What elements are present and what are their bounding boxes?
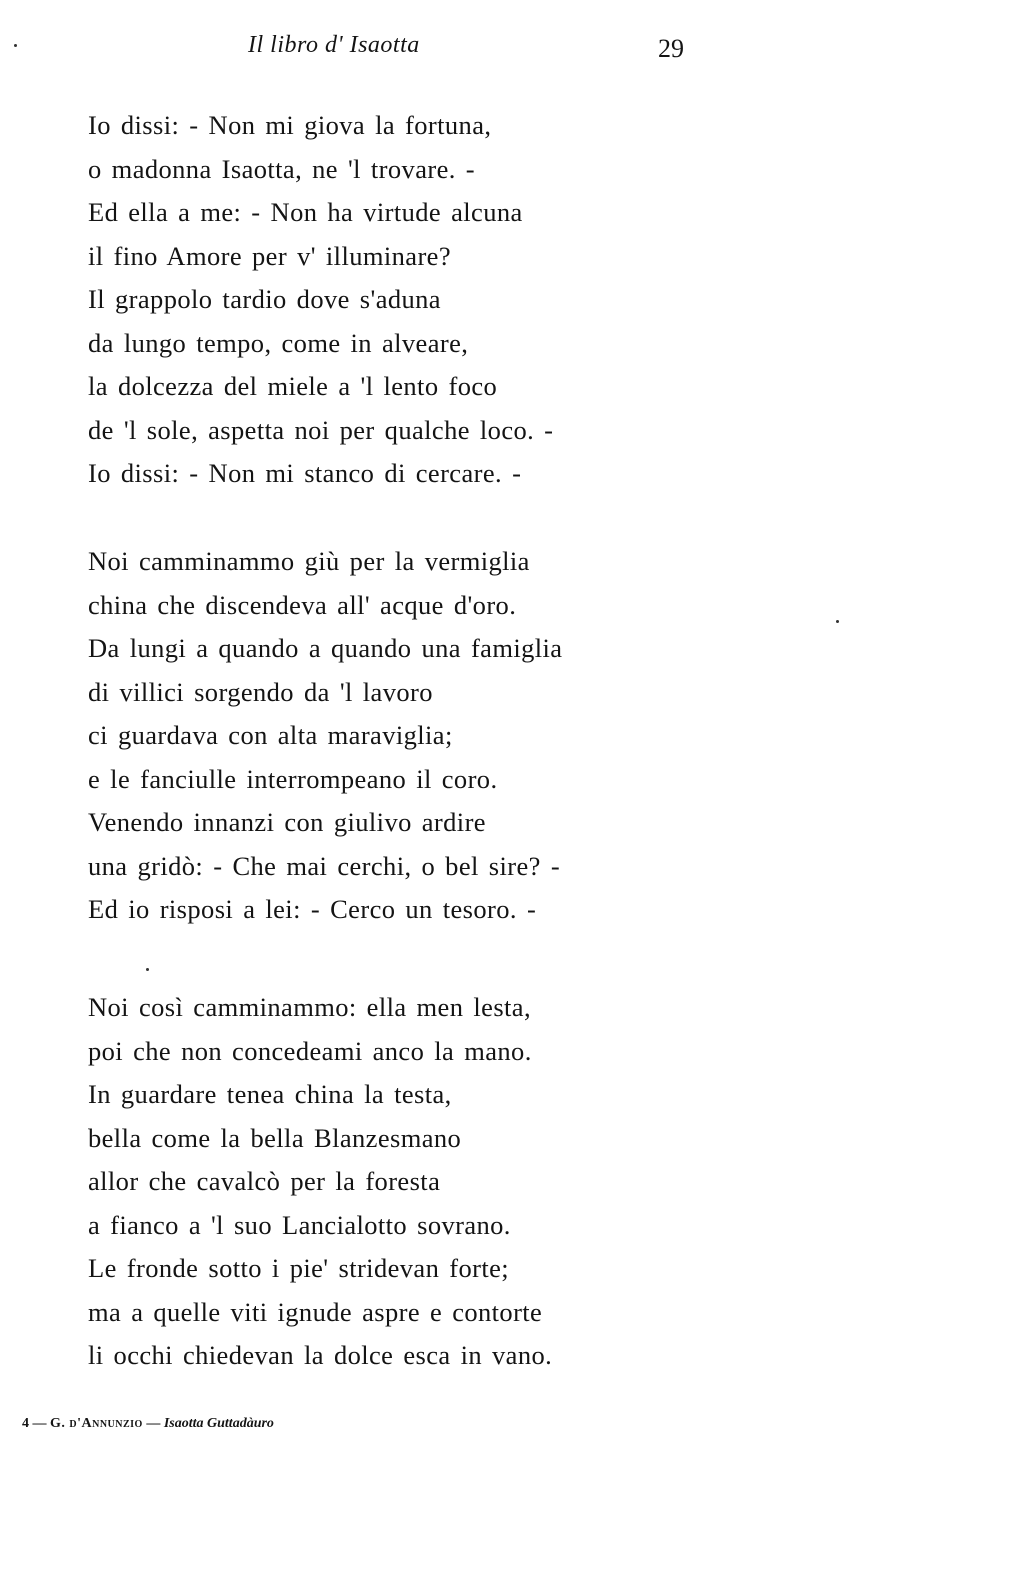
verse-line: de 'l sole, aspetta noi per qualche loco. -	[88, 414, 554, 445]
verse-line: In guardare tenea china la testa,	[88, 1079, 452, 1109]
verse-line: Noi camminammo giù per la vermiglia	[88, 546, 530, 576]
verse-line: Ed io risposi a lei: - Cerco un tesoro. -	[88, 894, 537, 924]
signature-title: Isaotta Guttadàuro	[163, 1416, 274, 1431]
verse-line: a fianco a 'l suo Lancialotto sovrano.	[88, 1209, 511, 1240]
verse-line: allor che cavalcò per la foresta	[88, 1166, 441, 1196]
stanza-2	[88, 540, 562, 932]
ink-speck	[836, 620, 839, 623]
verse-line: Il grappolo tardio dove s'aduna	[88, 284, 441, 314]
verse-line: la dolcezza del miele a 'l lento foco	[88, 371, 498, 401]
verse-line: Io dissi: - Non mi stanco di cercare. -	[88, 458, 522, 488]
verse-line: Da lungi a quando a quando una famiglia	[88, 633, 563, 663]
verse-line: ma a quelle viti ignude aspre e contorte	[88, 1296, 543, 1327]
running-head	[0, 30, 1022, 70]
page-number: 29	[658, 34, 684, 63]
verse-line: Noi così camminammo: ella men lesta,	[88, 992, 531, 1022]
verse-line: Ed ella a me: - Non ha virtude alcuna	[88, 197, 523, 227]
signature-number: 4	[22, 1416, 29, 1431]
verse-line: Le fronde sotto i pie' stridevan forte;	[88, 1253, 510, 1283]
verse-line: o madonna Isaotta, ne 'l trovare. -	[88, 153, 476, 184]
verse-line: bella come la bella Blanzesmano	[88, 1122, 462, 1153]
verse-line: li occhi chiedevan la dolce esca in vano.	[88, 1340, 553, 1370]
verse-line: ci guardava con alta maraviglia;	[88, 720, 453, 750]
stanza-3	[88, 986, 552, 1378]
verse-line: e le fanciulle interrompeano il coro.	[88, 763, 498, 794]
verse-line: il fino Amore per v' illuminare?	[88, 240, 451, 271]
verse-line: da lungo tempo, come in alveare,	[88, 327, 469, 358]
signature-dash: —	[32, 1416, 47, 1431]
verse-line: Io dissi: - Non mi giova la fortuna,	[88, 110, 492, 140]
verse-line: una gridò: - Che mai cerchi, o bel sire? -	[88, 850, 561, 881]
verse-line: Venendo innanzi con giulivo ardire	[88, 807, 486, 837]
verse-line: di villici sorgendo da 'l lavoro	[88, 676, 433, 707]
ink-speck	[146, 968, 149, 971]
signature-line	[22, 1416, 274, 1432]
stanza-1	[88, 104, 553, 496]
ink-speck	[14, 44, 17, 47]
running-title: Il libro d' Isaotta	[248, 32, 420, 58]
signature-dash: —	[146, 1416, 161, 1431]
signature-author: G. d'Annunzio	[50, 1416, 143, 1431]
verse-line: poi che non concedeami anco la mano.	[88, 1035, 532, 1066]
verse-line: china che discendeva all' acque d'oro.	[88, 589, 517, 620]
